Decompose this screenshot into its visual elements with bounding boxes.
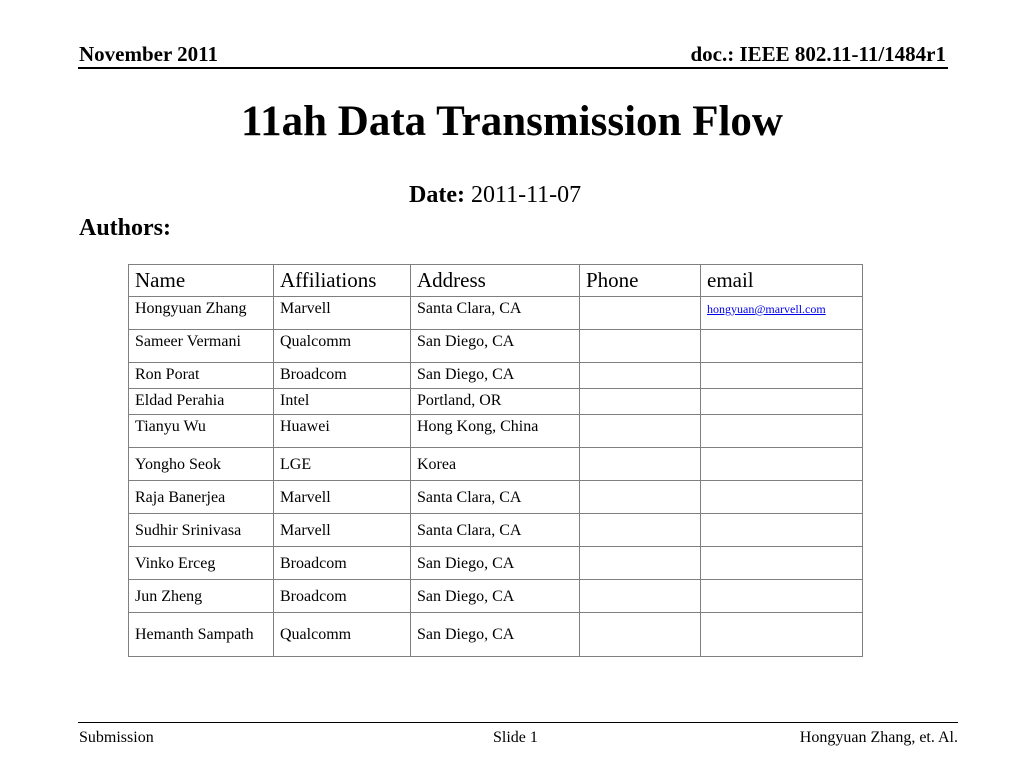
cell-affiliation: Broadcom	[274, 580, 411, 613]
cell-phone	[580, 613, 701, 657]
cell-affiliation: Huawei	[274, 415, 411, 448]
cell-phone	[580, 389, 701, 415]
cell-address: San Diego, CA	[411, 613, 580, 657]
cell-address: San Diego, CA	[411, 330, 580, 363]
cell-email	[701, 448, 863, 481]
table-row	[129, 514, 863, 547]
cell-name: Hongyuan Zhang	[129, 297, 274, 330]
table-row	[129, 448, 863, 481]
cell-affiliation: Qualcomm	[274, 613, 411, 657]
authors-table	[128, 264, 863, 657]
cell-phone	[580, 448, 701, 481]
cell-email	[701, 297, 863, 330]
cell-affiliation: Broadcom	[274, 547, 411, 580]
cell-address: Portland, OR	[411, 389, 580, 415]
footer-slide-number: Slide 1	[493, 729, 538, 746]
table-row	[129, 297, 863, 330]
cell-affiliation: Intel	[274, 389, 411, 415]
cell-phone	[580, 514, 701, 547]
cell-email	[701, 514, 863, 547]
cell-name: Jun Zheng	[129, 580, 274, 613]
table-row	[129, 363, 863, 389]
authors-label: Authors:	[79, 215, 172, 241]
cell-affiliation: Marvell	[274, 481, 411, 514]
cell-phone	[580, 415, 701, 448]
table-row	[129, 330, 863, 363]
col-header-name: Name	[129, 265, 274, 297]
cell-email	[701, 547, 863, 580]
cell-phone	[580, 297, 701, 330]
footer-rule	[78, 722, 958, 723]
col-header-email: email	[701, 265, 863, 297]
cell-name: Eldad Perahia	[129, 389, 274, 415]
cell-email	[701, 389, 863, 415]
table-header-row	[129, 265, 863, 297]
slide-title: 11ah Data Transmission Flow	[241, 98, 783, 145]
cell-email	[701, 330, 863, 363]
cell-affiliation: Marvell	[274, 297, 411, 330]
header-doc-id: doc.: IEEE 802.11-11/1484r1	[690, 42, 946, 66]
date-line	[409, 180, 581, 210]
cell-email	[701, 415, 863, 448]
cell-address: Korea	[411, 448, 580, 481]
cell-name: Sudhir Srinivasa	[129, 514, 274, 547]
cell-name: Ron Porat	[129, 363, 274, 389]
cell-email	[701, 481, 863, 514]
cell-phone	[580, 481, 701, 514]
header-date: November 2011	[79, 42, 219, 66]
table-row	[129, 613, 863, 657]
footer-submission: Submission	[79, 729, 154, 746]
table-row	[129, 547, 863, 580]
header-rule	[78, 67, 948, 69]
col-header-address: Address	[411, 265, 580, 297]
cell-email	[701, 613, 863, 657]
cell-address: Santa Clara, CA	[411, 514, 580, 547]
cell-email	[701, 580, 863, 613]
cell-name: Hemanth Sampath	[129, 613, 274, 657]
col-header-affiliations: Affiliations	[274, 265, 411, 297]
cell-address: San Diego, CA	[411, 547, 580, 580]
cell-address: San Diego, CA	[411, 363, 580, 389]
cell-name: Tianyu Wu	[129, 415, 274, 448]
cell-affiliation: LGE	[274, 448, 411, 481]
cell-phone	[580, 363, 701, 389]
cell-phone	[580, 547, 701, 580]
cell-email	[701, 363, 863, 389]
cell-address: San Diego, CA	[411, 580, 580, 613]
cell-phone	[580, 330, 701, 363]
cell-name: Sameer Vermani	[129, 330, 274, 363]
date-value: 2011-11-07	[470, 182, 582, 208]
cell-affiliation: Marvell	[274, 514, 411, 547]
cell-name: Vinko Erceg	[129, 547, 274, 580]
cell-name: Yongho Seok	[129, 448, 274, 481]
footer-author: Hongyuan Zhang, et. Al.	[799, 729, 958, 746]
table-row	[129, 580, 863, 613]
cell-address: Santa Clara, CA	[411, 481, 580, 514]
cell-address: Santa Clara, CA	[411, 297, 580, 330]
email-link[interactable]: hongyuan@marvell.com	[707, 302, 826, 316]
cell-address: Hong Kong, China	[411, 415, 580, 448]
cell-phone	[580, 580, 701, 613]
col-header-phone: Phone	[580, 265, 701, 297]
cell-affiliation: Qualcomm	[274, 330, 411, 363]
date-label: Date:	[409, 182, 465, 208]
table-row	[129, 415, 863, 448]
cell-name: Raja Banerjea	[129, 481, 274, 514]
cell-affiliation: Broadcom	[274, 363, 411, 389]
table-row	[129, 481, 863, 514]
table-row	[129, 389, 863, 415]
